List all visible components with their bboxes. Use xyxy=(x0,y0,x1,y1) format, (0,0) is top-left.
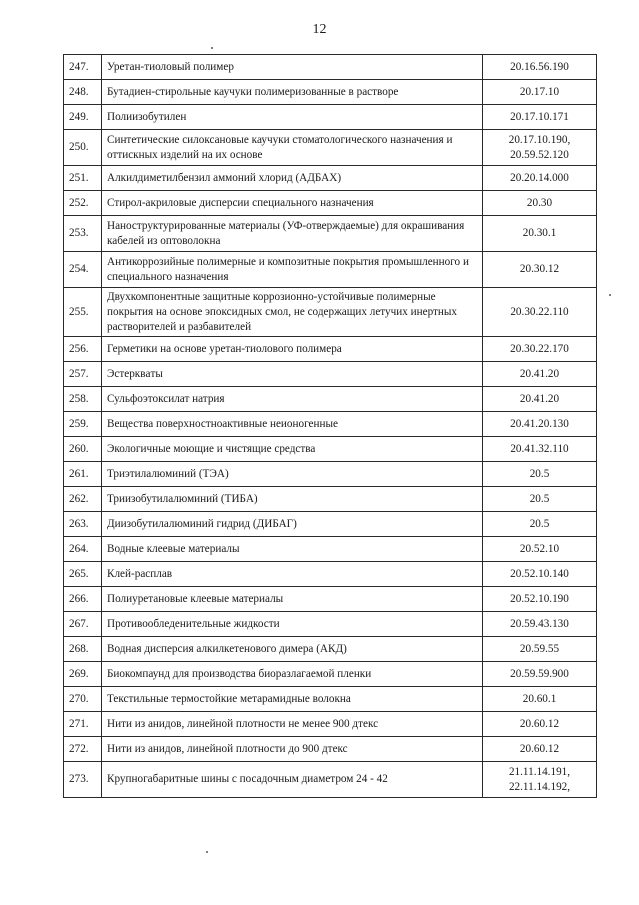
product-name: Полиизобутилен xyxy=(102,105,483,130)
okpd-code-cell xyxy=(483,55,597,80)
okpd-code: 22.11.14.192, xyxy=(508,780,571,793)
okpd-code: 20.59.43.130 xyxy=(510,617,569,630)
okpd-code: 20.60.12 xyxy=(519,717,560,730)
okpd-code: 20.30.1 xyxy=(522,227,557,239)
okpd-code-cell xyxy=(483,252,597,288)
okpd-code-cell xyxy=(483,737,597,762)
row-number: 250. xyxy=(64,130,102,166)
product-name: Двухкомпонентные защитные коррозионно-устойчивые полимерные покрытия на основе эпоксидных смол, не содержащих летучих инертных растворителей и разбавителей xyxy=(102,288,483,337)
table-row xyxy=(64,637,597,662)
table-row xyxy=(64,462,597,487)
product-name: Нити из анидов, линейной плотности до 900 дтекс xyxy=(102,737,483,762)
product-name: Нити из анидов, линейной плотности не менее 900 дтекс xyxy=(102,712,483,737)
row-number: 273. xyxy=(64,762,102,798)
okpd-code: 20.30.12 xyxy=(519,263,560,275)
okpd-code: 20.59.55 xyxy=(519,642,560,655)
okpd-code-cell xyxy=(483,216,597,252)
row-number: 251. xyxy=(64,166,102,191)
row-number: 267. xyxy=(64,612,102,637)
okpd-code-cell xyxy=(483,612,597,637)
okpd-code: 20.20.14.000 xyxy=(510,171,569,184)
row-number: 262. xyxy=(64,487,102,512)
row-number: 253. xyxy=(64,216,102,252)
product-name: Наноструктурированные материалы (УФ-отверждаемые) для окрашивания кабелей из оптоволокна xyxy=(102,216,483,252)
scan-speck xyxy=(211,47,213,49)
okpd-code-cell xyxy=(483,105,597,130)
product-name: Сульфоэтоксилат натрия xyxy=(102,387,483,412)
table-row xyxy=(64,105,597,130)
table-row xyxy=(64,562,597,587)
product-name: Противообледенительные жидкости xyxy=(102,612,483,637)
table-row xyxy=(64,80,597,105)
product-name: Уретан-тиоловый полимер xyxy=(102,55,483,80)
okpd-code-cell xyxy=(483,712,597,737)
okpd-code-cell xyxy=(483,387,597,412)
table-row xyxy=(64,487,597,512)
scan-speck xyxy=(206,851,208,853)
product-name: Стирол-акриловые дисперсии специального назначения xyxy=(102,191,483,216)
okpd-code-cell xyxy=(483,362,597,387)
okpd-code: 20.60.1 xyxy=(522,692,557,705)
okpd-code: 20.16.56.190 xyxy=(510,60,569,73)
table-row xyxy=(64,288,597,337)
okpd-code-cell xyxy=(483,562,597,587)
table-row xyxy=(64,587,597,612)
okpd-code: 20.41.20.130 xyxy=(510,417,569,430)
row-number: 254. xyxy=(64,252,102,288)
product-name: Водная дисперсия алкилкетенового димера (АКД) xyxy=(102,637,483,662)
row-number: 256. xyxy=(64,337,102,362)
okpd-code: 20.30 xyxy=(526,196,553,209)
okpd-code: 20.60.12 xyxy=(519,742,560,755)
product-name: Крупногабаритные шины с посадочным диаметром 24 - 42 xyxy=(102,762,483,798)
okpd-code-cell xyxy=(483,166,597,191)
okpd-code: 20.5 xyxy=(529,467,550,480)
okpd-code-cell xyxy=(483,191,597,216)
okpd-code-cell xyxy=(483,512,597,537)
okpd-code-cell xyxy=(483,762,597,798)
product-name: Антикоррозийные полимерные и композитные покрытия промышленного и специального назначения xyxy=(102,252,483,288)
okpd-code-cell xyxy=(483,80,597,105)
okpd-code-cell xyxy=(483,412,597,437)
product-name: Водные клеевые материалы xyxy=(102,537,483,562)
okpd-code-cell xyxy=(483,462,597,487)
row-number: 263. xyxy=(64,512,102,537)
okpd-code: 20.30.22.110 xyxy=(510,305,569,318)
product-name: Диизобутилалюминий гидрид (ДИБАГ) xyxy=(102,512,483,537)
row-number: 252. xyxy=(64,191,102,216)
okpd-code: 20.41.20 xyxy=(519,392,560,405)
product-name: Вещества поверхностноактивные неионогенные xyxy=(102,412,483,437)
okpd-code-cell xyxy=(483,437,597,462)
table-row xyxy=(64,55,597,80)
okpd-code-cell xyxy=(483,487,597,512)
okpd-code: 21.11.14.191, xyxy=(508,765,571,778)
row-number: 249. xyxy=(64,105,102,130)
okpd-code: 20.52.10.190 xyxy=(510,592,569,605)
okpd-code-cell xyxy=(483,662,597,687)
product-name: Бутадиен-стирольные каучуки полимеризованные в растворе xyxy=(102,80,483,105)
row-number: 266. xyxy=(64,587,102,612)
okpd-code: 20.59.52.120 xyxy=(510,148,569,161)
row-number: 272. xyxy=(64,737,102,762)
row-number: 265. xyxy=(64,562,102,587)
table-row xyxy=(64,130,597,166)
row-number: 255. xyxy=(64,288,102,337)
okpd-code: 20.52.10 xyxy=(519,542,560,555)
product-name: Экологичные моющие и чистящие средства xyxy=(102,437,483,462)
okpd-code: 20.59.59.900 xyxy=(510,667,569,680)
row-number: 269. xyxy=(64,662,102,687)
product-name: Триэтилалюминий (ТЭА) xyxy=(102,462,483,487)
product-name: Текстильные термостойкие метарамидные волокна xyxy=(102,687,483,712)
table-row xyxy=(64,737,597,762)
row-number: 258. xyxy=(64,387,102,412)
registry-body xyxy=(64,55,597,798)
table-row xyxy=(64,191,597,216)
row-number: 268. xyxy=(64,637,102,662)
table-row xyxy=(64,537,597,562)
table-row xyxy=(64,166,597,191)
table-row xyxy=(64,252,597,288)
product-name: Эстерквaты xyxy=(102,362,483,387)
table-row xyxy=(64,337,597,362)
row-number: 257. xyxy=(64,362,102,387)
scan-speck xyxy=(609,294,611,296)
table-row xyxy=(64,216,597,252)
row-number: 247. xyxy=(64,55,102,80)
row-number: 271. xyxy=(64,712,102,737)
table-row xyxy=(64,412,597,437)
okpd-code-cell xyxy=(483,130,597,166)
okpd-code-cell xyxy=(483,337,597,362)
okpd-code: 20.41.32.110 xyxy=(510,442,569,455)
registry-table xyxy=(63,54,597,798)
okpd-code: 20.17.10 xyxy=(519,85,560,98)
row-number: 248. xyxy=(64,80,102,105)
okpd-code: 20.17.10.190, xyxy=(508,133,571,146)
product-name: Биокомпаунд для производства биоразлагаемой пленки xyxy=(102,662,483,687)
okpd-code: 20.41.20 xyxy=(519,367,560,380)
page-number: 12 xyxy=(312,22,327,37)
table-row xyxy=(64,712,597,737)
product-name: Герметики на основе уретан-тиолового полимера xyxy=(102,337,483,362)
okpd-code-cell xyxy=(483,637,597,662)
okpd-code: 20.52.10.140 xyxy=(510,567,569,580)
okpd-code: 20.5 xyxy=(529,492,550,505)
okpd-code: 20.5 xyxy=(529,517,550,530)
product-name: Полиуретановые клеевые материалы xyxy=(102,587,483,612)
okpd-code-cell xyxy=(483,587,597,612)
table-row xyxy=(64,612,597,637)
table-row xyxy=(64,362,597,387)
okpd-code: 20.17.10.171 xyxy=(510,110,569,123)
product-name: Алкилдиметилбензил аммоний хлорид (АДБАХ) xyxy=(102,166,483,191)
product-name: Триизобутилалюминий (ТИБА) xyxy=(102,487,483,512)
okpd-code-cell xyxy=(483,288,597,337)
okpd-code-cell xyxy=(483,537,597,562)
row-number: 260. xyxy=(64,437,102,462)
row-number: 264. xyxy=(64,537,102,562)
okpd-code: 20.30.22.170 xyxy=(510,342,569,355)
table-row xyxy=(64,437,597,462)
row-number: 259. xyxy=(64,412,102,437)
product-name: Синтетические силоксановые каучуки стоматологического назначения и оттискных изделий на их основе xyxy=(102,130,483,166)
table-row xyxy=(64,662,597,687)
okpd-code-cell xyxy=(483,687,597,712)
table-row xyxy=(64,687,597,712)
table-row xyxy=(64,387,597,412)
row-number: 261. xyxy=(64,462,102,487)
table-row xyxy=(64,512,597,537)
table-row xyxy=(64,762,597,798)
row-number: 270. xyxy=(64,687,102,712)
product-name: Клей-расплав xyxy=(102,562,483,587)
